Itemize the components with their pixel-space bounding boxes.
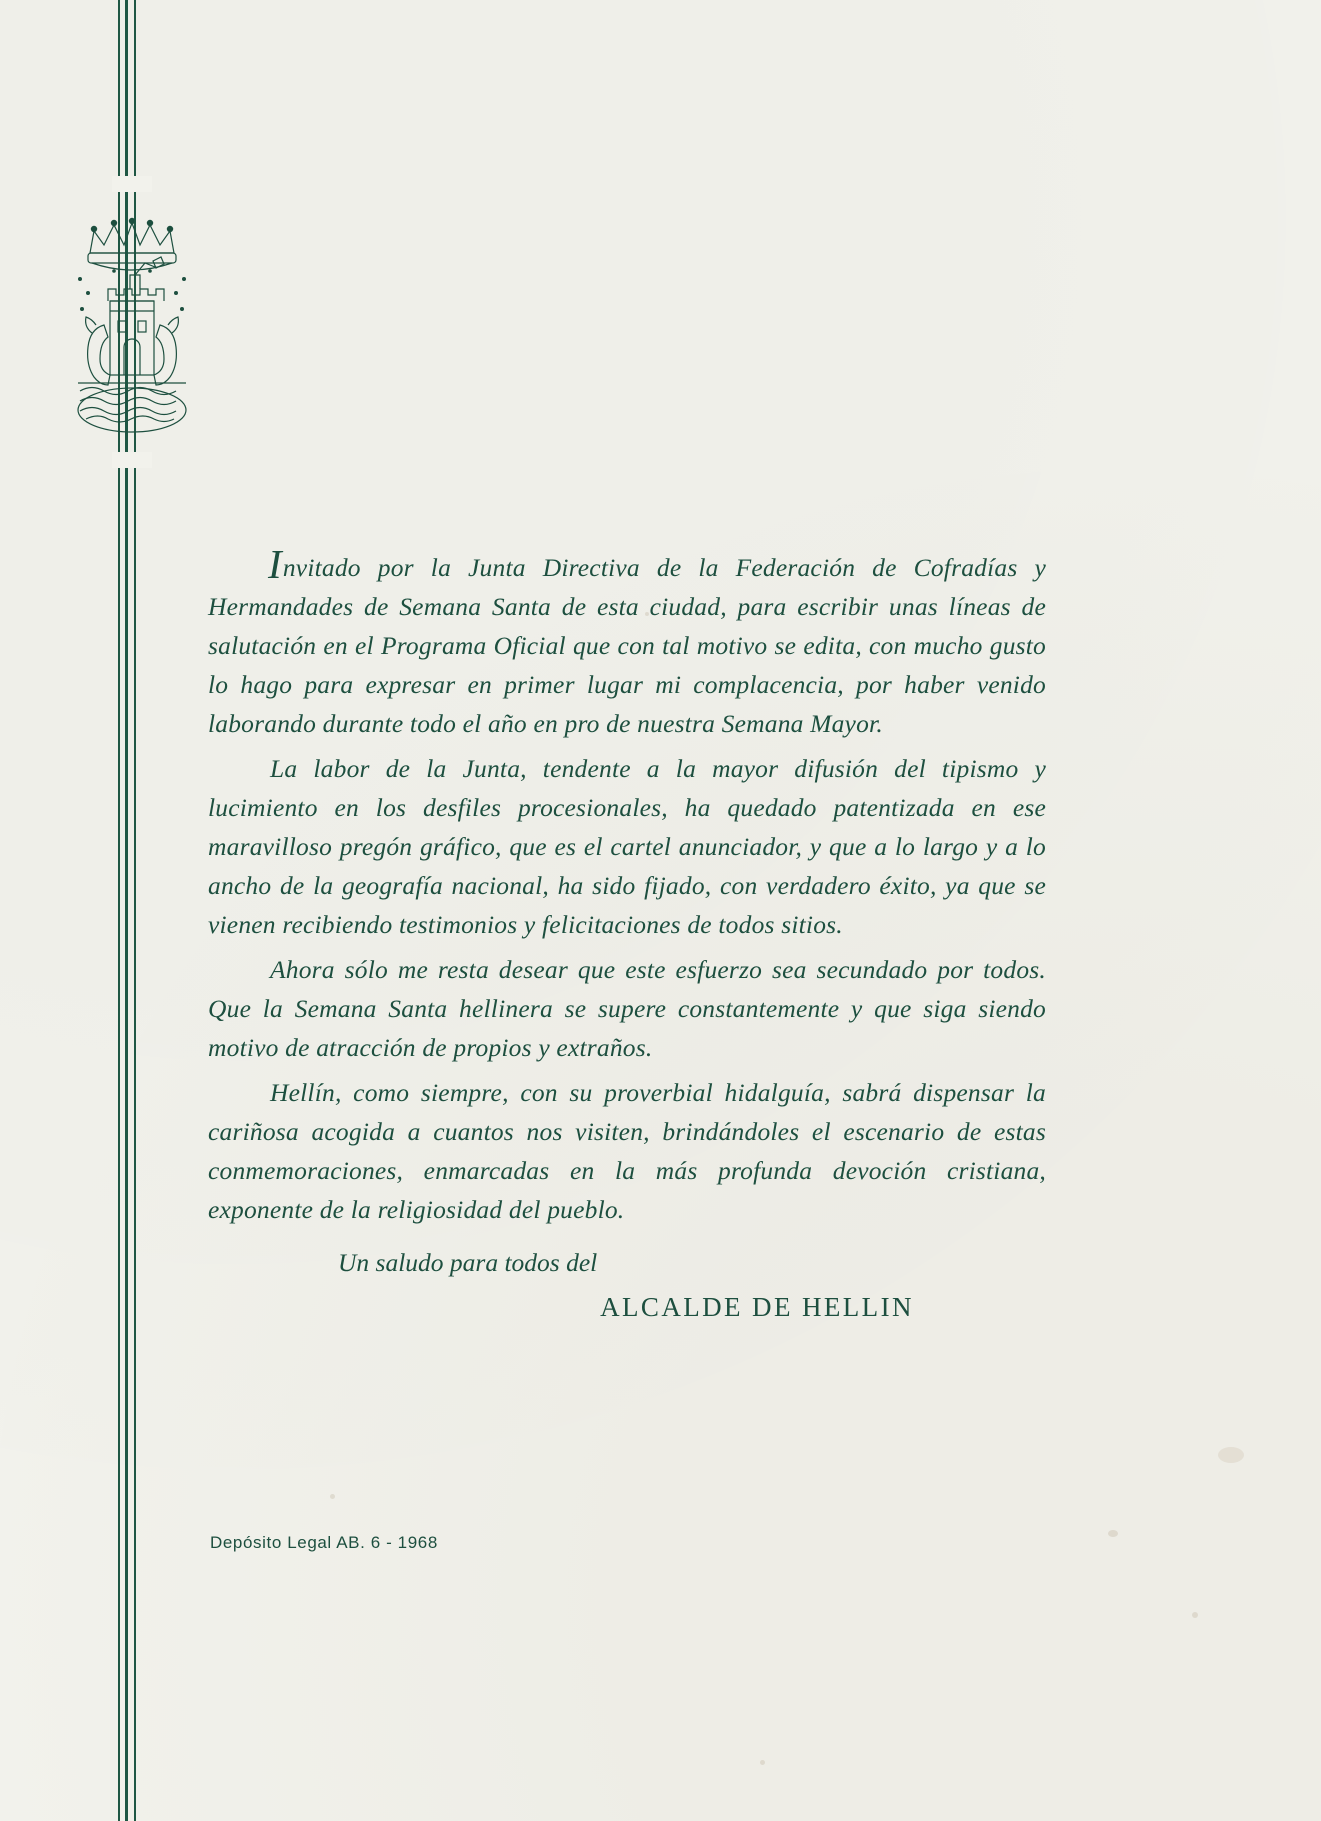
paragraph-1-text: nvitado por la Junta Directiva de la Federación de Cofradías y Hermandades de Semana Santa de esta ciudad, para escribir unas líneas de salutación en el Programa Oficial que con tal motivo se edita, con mucho gusto lo hago para expresar en primer lugar mi complacencia, por haber venido laborando durante todo el año en pro de nuestra Semana Mayor. xyxy=(208,553,1046,738)
paper-speck xyxy=(760,1760,765,1765)
legal-deposit-text: Depósito Legal AB. 6 - 1968 xyxy=(210,1533,438,1552)
paper-speck xyxy=(1108,1530,1118,1537)
border-rule-gap-bottom xyxy=(112,452,152,468)
paper-speck xyxy=(645,612,649,616)
drop-cap: I xyxy=(268,541,282,587)
closing-line: Un saludo para todos del xyxy=(338,1248,598,1277)
paper-speck xyxy=(1218,1447,1244,1463)
coat-of-arms-icon xyxy=(52,205,212,440)
paragraph-3: Ahora sólo me resta desear que este esfuerzo sea secundado por todos. Que la Semana Santa hellinera se supere constantemente y que siga siendo motivo de atracción de propios y extraños. xyxy=(208,955,1046,1062)
paragraph-2: La labor de la Junta, tendente a la mayor difusión del tipismo y lucimiento en los desfiles procesionales, ha quedado patentizada en ese maravilloso pregón gráfico, que es el cartel anunciador, y que a lo largo y a lo ancho de la geografía nacional, ha sido fijado, con verdadero éxito, ya que se vienen recibiendo testimonios y felicitaciones de todos sitios. xyxy=(208,754,1046,939)
paragraph-4: Hellín, como siempre, con su proverbial hidalguía, sabrá dispensar la cariñosa acogida a cuantos nos visiten, brindándoles el escenario de estas conmemoraciones, enmarcadas en la más profunda devoción cristiana, exponente de la religiosidad del pueblo. xyxy=(208,1078,1046,1224)
letter-body xyxy=(208,541,1046,1323)
paper-speck xyxy=(1192,1612,1198,1618)
border-rule-gap-top xyxy=(112,176,152,192)
paper-speck xyxy=(330,1494,335,1499)
signature-line: ALCALDE DE HELLIN xyxy=(600,1292,914,1322)
paragraph-1 xyxy=(208,541,1046,743)
